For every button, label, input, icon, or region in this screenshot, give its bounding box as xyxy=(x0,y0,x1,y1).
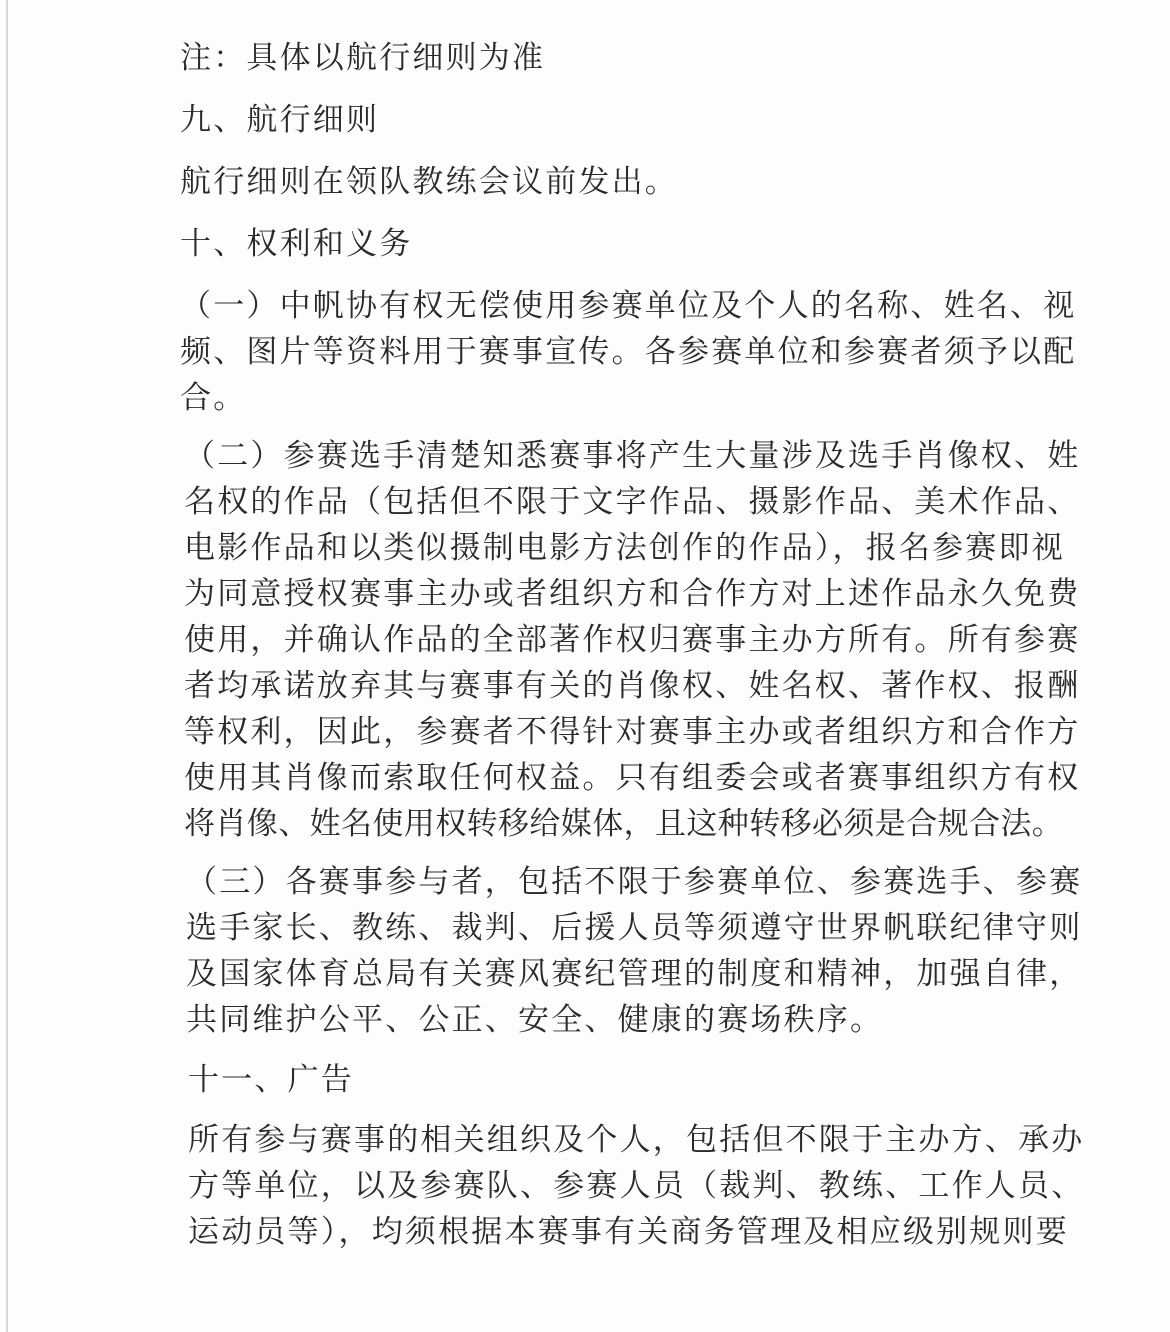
section-10-p2-line: 使用其肖像而索取任何权益。只有组委会或者赛事组织方有权 xyxy=(184,760,1081,796)
section-10-p2-line: 电影作品和以类似摄制电影方法创作的作品），报名参赛即视 xyxy=(184,530,1065,566)
section-10-p2-line: （二）参赛选手清楚知悉赛事将产生大量涉及选手肖像权、姓 xyxy=(184,438,1081,474)
scan-edge xyxy=(6,0,8,1332)
section-10-p3-line: 共同维护公平、公正、安全、健康的赛场秩序。 xyxy=(186,1002,884,1038)
section-10-heading: 十、权利和义务 xyxy=(180,226,413,262)
section-10-p2-line: 等权利，因此，参赛者不得针对赛事主办或者组织方和合作方 xyxy=(184,714,1081,750)
section-11-heading: 十一、广告 xyxy=(188,1062,354,1098)
section-9-body: 航行细则在领队教练会议前发出。 xyxy=(180,164,678,200)
section-10-p2-line: 使用，并确认作品的全部著作权归赛事主办方所有。所有参赛 xyxy=(184,622,1081,658)
section-10-p2-line: 者均承诺放弃其与赛事有关的肖像权、姓名权、著作权、报酬 xyxy=(184,668,1081,704)
section-11-p1-line: 所有参与赛事的相关组织及个人，包括但不限于主办方、承办 xyxy=(188,1122,1085,1158)
section-10-p3-line: 及国家体育总局有关赛风赛纪管理的制度和精神，加强自律， xyxy=(186,956,1083,992)
section-10-p3-line: （三）各赛事参与者，包括不限于参赛单位、参赛选手、参赛 xyxy=(186,864,1083,900)
section-10-p3-line: 选手家长、教练、裁判、后援人员等须遵守世界帆联纪律守则 xyxy=(186,910,1083,946)
section-10-p1-line: （一）中帆协有权无偿使用参赛单位及个人的名称、姓名、视 xyxy=(180,288,1077,324)
section-10-p1-line: 频、图片等资料用于赛事宣传。各参赛单位和参赛者须予以配 xyxy=(180,334,1077,370)
section-11-p1-line: 运动员等），均须根据本赛事有关商务管理及相应级别规则要 xyxy=(188,1214,1069,1250)
section-10-p1-line: 合。 xyxy=(180,380,247,416)
note-line: 注：具体以航行细则为准 xyxy=(180,40,546,76)
section-11-p1-line: 方等单位，以及参赛队、参赛人员（裁判、教练、工作人员、 xyxy=(188,1168,1085,1204)
section-10-p2-line: 将肖像、姓名使用权转移给媒体，且这种转移必须是合规合法。 xyxy=(184,806,1064,842)
section-10-p2-line: 为同意授权赛事主办或者组织方和合作方对上述作品永久免费 xyxy=(184,576,1081,612)
section-9-heading: 九、航行细则 xyxy=(180,102,380,138)
section-10-p2-line: 名权的作品（包括但不限于文字作品、摄影作品、美术作品、 xyxy=(184,484,1081,520)
